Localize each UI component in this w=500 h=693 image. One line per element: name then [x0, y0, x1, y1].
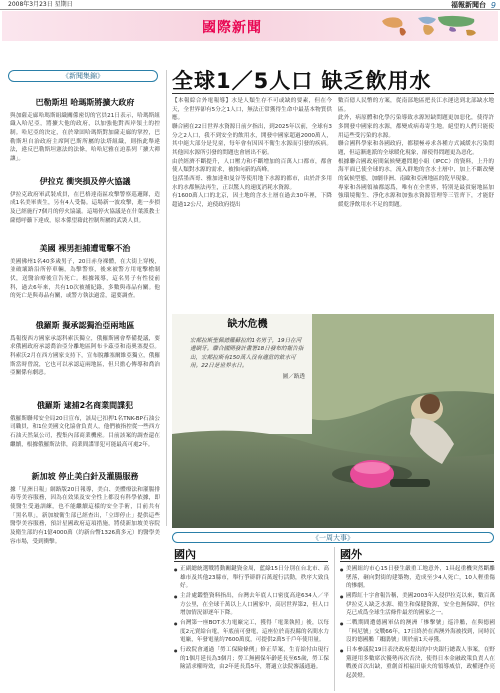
- photo-caption-text: 宏都拉斯聖佩德羅蘇拉的1名男子，19日在河邊刷牙。聯合國開發計畫署18日發布的報告指出，宏都拉斯有150萬人沒有適當的飲水可用。22日是世界水日。: [190, 337, 304, 370]
- news-brief-singapore: [10, 471, 160, 546]
- headline-rule: [172, 93, 494, 94]
- section-title: 國際新聞: [202, 20, 262, 36]
- news-brief-body: 與加薩走廊哈瑪斯組織關係密切的官員21日表示，哈瑪斯組織入哈尼亞，將擴大他的政府，以加強他對西岸領土的控制。哈尼亞的決定，在於鞏固哈瑪斯對加薩走廊的掌控，巴勒斯坦自治政府主席阿巴斯所屬的法塔組織，則指此舉違法，違反巴勒斯坦憲法的法條，哈哈尼雅在迫系列「擴大禪讓」。: [10, 112, 160, 162]
- news-brief-body: 俄羅斯聯邦安全局20日宣布，該局已扣押1名TNK-BP石油公司職員，和1位美國文化協會負責人，他們被指控從一些西方石油天然氣公司，搜集內部商業機密。目前該案的調查還在繼續，根據俄羅斯法律，商業間諜罪犯可能最高可處2年。: [10, 415, 160, 448]
- list-item: ● 正副總統選戰將動關鍵資金周，藍綠15日分別在台北市、高雄市及其他23縣市，舉行爭辯群百萬遊行活動，秩序大致良好。: [174, 565, 329, 591]
- news-brief-body: 據「星洲日報」網路版20日報導，美白、美體療法和灌腸排毒等美容服務，因為在效果及安全性上都沒有科學依據，即使醫生受過訓練，也不能繼續這樣的安全手術，目前共有「黑名單」，新加坡衛生部已經查出，「立即停止」提供這些醫學美容服務，預計星國政府這項措施，將使新加坡美容院及衛生部約有1億4000萬（約新台幣1326萬多元）的醫學美容市場，受到衝擊。: [10, 486, 160, 545]
- news-brief-title: 巴勒斯坦 哈瑪斯將擴大政府: [35, 98, 135, 107]
- list-item: ● 台灣第一座BOT水力電廠完工，獲得「電業執照」後，以每度2元賣給台電，年底前可發電，這座位於南投縣的名間水力電廠，年發電量約7600萬度，可提供2萬5千戶年使用量。: [174, 619, 329, 645]
- page-header-bar: [0, 0, 500, 10]
- international-title: 國外: [340, 548, 362, 561]
- photo-credit: 圖／路透: [282, 374, 305, 381]
- international-list: [340, 565, 495, 682]
- article-column-1: 【本報綜合外電報導】水是人類生存不可或缺的要素，但在今天，全世界卻有5分之1人口，無法正常獲得生命中最基本物質供應。 聯合國在22日世界水資源日前夕指出，到2025年以前，全球有3分之2人口，我不到安全的飲用水，開發中國家超過2000萬人，其中絕大部分是兒童，每年會有因因不衛生水源而引發的疾病。其他因水源所引發的問題也會層出不窮。 由於經濟不斷提升，人口壓力和不斷增加的百萬人口都市，都會使人類對水源的需求，被推向新的高峰。 包括墨西哥、雅加達和曼谷等使用地下水源的都市，由於許多用水的水都無法再生，正以驚人的速度消耗水資源。 有1600萬人口的北京，因土地的含水土層在過去30年裡，下降超過12公尺，迫使政府提出: [172, 98, 332, 208]
- domestic-rule: [174, 561, 328, 562]
- photo-caption: [190, 318, 305, 381]
- news-brief-title: 美國 裸男拒捕遭電擊不治: [39, 244, 131, 253]
- international-rule: [340, 561, 494, 562]
- paper-name: 福報新聞台: [451, 1, 486, 9]
- list-item: ● 國際紅十字會報告稱，美國2003年入侵伊拉克以來，數百萬伊拉克人缺乏水源、衛生和保健資源，安全也無保障，伊拉克已成爲全球生活條件最差的國家之一。: [340, 592, 495, 618]
- news-brief-body: 美國佛州1名40多歲男子，20日赤身裸體，在大街上穿梭，並破壞路沿所停車輛，為擊警察，後來被警方用電擊槍制伏，送醫治療後宣告死亡。根據報導，這名男子有性侵前科，過去6年來，共有10次被捕紀錄，多數與毒品有關。他的死亡是與毒品有關，或警方執法過當，還要調查。: [10, 258, 160, 300]
- news-brief-title: 新加坡 停止美白針及灌腸服務: [31, 472, 139, 481]
- page-number: 9: [490, 1, 496, 10]
- list-item: ● 二戰期間遭德國軍佔的澳洲「慘擊號」巡洋艦，在與德國「柯尼號」交戰66年，17日終於在西澳外海被找到，同時沉沒的德國艦「鵰鵑號」則於前1天尋獲。: [340, 619, 495, 645]
- news-brief-palestine: [10, 97, 160, 164]
- section-banner: [2, 11, 498, 41]
- news-brief-body: 伊拉克政府軍武裝成員，在巴格達南區攻擊警察巡邏隊，造成1名美軍喪生，另有4人受傷。這場新一波攻擊，進一步損及已經施行7個月的停火協議。這場停火協議是在什葉派教士薩德呼籲下達成，原本係望藉此控制所屬的武裝人員。: [10, 191, 160, 224]
- news-brief-iraq: [10, 176, 160, 225]
- news-brief-title: 俄羅斯 逮捕2名商業間諜犯: [36, 401, 134, 410]
- news-brief-title: 俄羅斯 擬承認獨治亞兩地區: [35, 321, 135, 330]
- list-item: ● 美國紐約市心15日發生嚴重工地意外，1具起重機突然斷離墜落，砸向對街的建築物，造成至少4人死亡，10人輕重傷的慘劇。: [340, 565, 495, 591]
- news-brief-title: 伊拉克 衝突損及停火協議: [39, 177, 131, 186]
- news-brief-russia-recognition: [10, 320, 160, 378]
- weekly-divider: [334, 547, 335, 691]
- list-item: ● 行政院會通過「勞工保險條例」修正草案，生育給付由現行的1個月延長為3個月；勞工無國保年齡延長至65歲，勞工保險請求權時效，由2年延長爲5年，將適立法院審議通過。: [174, 646, 329, 672]
- weekly-heading: 《一周大事》: [172, 532, 494, 543]
- domestic-list: [174, 565, 329, 673]
- list-item: ● 主計處鑑整資料指出，台灣去年底人口密度高達634人／平方公里，在全球千萬以上人口國家中，高居世界第2，但人口增加情況卻逐年下降。: [174, 592, 329, 618]
- issue-date: 2008年3月23日 星期日: [8, 1, 73, 8]
- domestic-title: 國內: [174, 548, 196, 561]
- column-divider: [166, 70, 167, 526]
- news-brief-usa: [10, 243, 160, 301]
- list-item: ● 日本參議院19日表決政府提出的中央銀行總裁人事案，在野黨運用多數席次優勢再次否決，使得日本金融政策負責人在戰後首次出缺，重創首相福田康夫的領導威信，政權運作亮起黃燈。: [340, 646, 495, 681]
- sidebar-heading: 《新聞集錦》: [8, 70, 158, 82]
- news-brief-body: 爲報復西方國家承認科索沃獨立，俄羅斯國會準備提議，要求俄國政府承認喬治亞分離地區阿布卡茲亞和南奧塞提亞。科索沃2月在西方國家支持下，宣布脫離塞爾維亞獨立，俄羅斯當時曾說，它也可以承認這兩地區，但只擔心傳導和喬治亞關係有劇惡。: [10, 335, 160, 377]
- news-brief-russia-spies: [10, 400, 160, 449]
- article-headline: 全球1／5人口 缺乏飲用水: [172, 69, 432, 93]
- photo-caption-title: 缺水危機: [227, 319, 268, 330]
- article-column-2: 數百億人民幣的方案，從南部地區把長江水運送到北部缺水地區。 此外，病原體和化學污染導致水源短缺問題更加惡化，使得許多開發中國家的水源，都變成病毒寄生地。絕望的人們只能使用這些受污染的水源。 聯合國科學家和各國政府，都積極尋求各種方式減緩水污染問題，但這漸進派的全球暖化現象，卻使得問題更為惡化。 根據聯合國政府間氣候變遷問題小組（IPCC）的資料，上升的海平面已使全球的水，流入群地的含水土層中，加上不斷改變的氣候型態，加劇非洲、南歐和亞洲地區的乾旱現象。 專家和各國領袖都認爲，唯有在全世界，特別是最貧窮地區加強環境衛生、淨化水源和加強水資源管理等三管齊下，才能舒緩乾淨飲用水不足的問題。: [338, 98, 494, 208]
- world-map-icon: [378, 13, 490, 39]
